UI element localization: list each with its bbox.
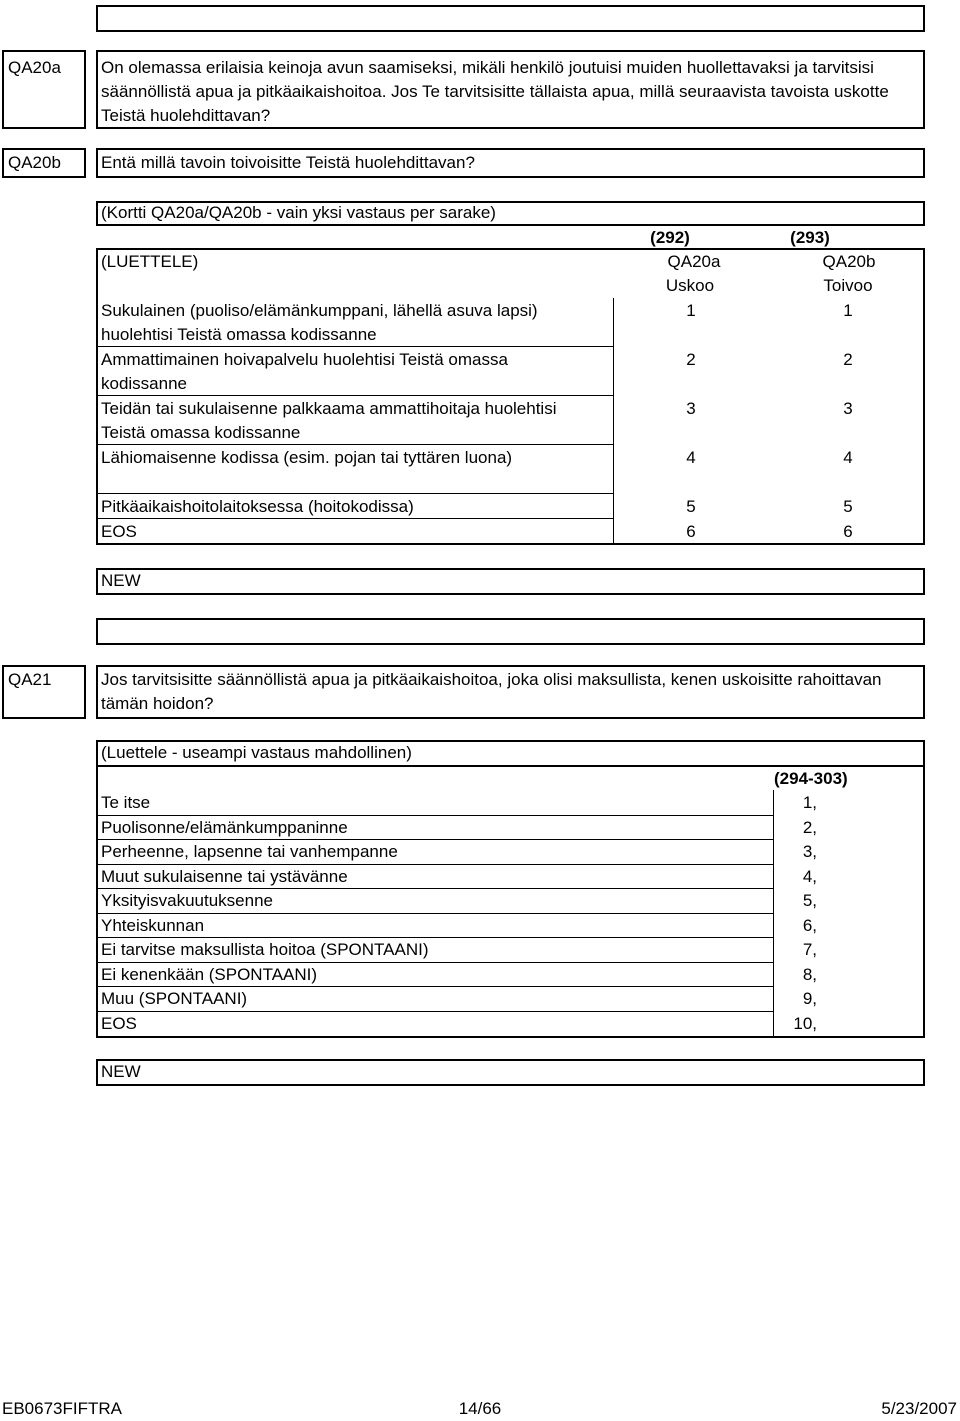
qa20a-question: On olemassa erilaisia keinoja avun saamiseksi, mikäli henkilö joutuisi muiden huollettavaksi ja tarvitsisi säännöllistä apua ja pitkäaikaishoitoa. Jos Te tarvitsisitte tällaista apua, millä seuraavista tavoista uskotte Teistä huolehdittavan? [101,58,889,125]
qa20-row-text: Teidän tai sukulaisenne palkkaama ammattihoitaja huolehtisi Teistä omassa kodissanne [101,399,557,442]
qa21-instruction: (Luettele - useampi vastaus mahdollinen) [101,743,412,762]
qa21-item-text: Ei tarvitse maksullista hoitoa (SPONTAANI) [101,940,429,959]
qa20-table-divider [613,298,614,545]
qa21-new-box [96,1059,925,1086]
qa21-item-text: Muut sukulaisenne tai ystävänne [101,867,348,886]
qa21-item-text: Perheenne, lapsenne tai vanhempanne [101,842,398,861]
qa20-row-b: 6 [843,522,853,541]
qa20-instruction: (Kortti QA20a/QA20b - vain yksi vastaus per sarake) [101,203,496,222]
luettele-label: (LUETTELE) [101,252,199,271]
qa20-row-b: 4 [843,448,853,467]
qa20-row-a: 3 [686,399,696,418]
qa21-question: Jos tarvitsisitte säännöllistä apua ja pitkäaikaishoitoa, joka olisi maksullista, kenen uskoisitte rahoittavan tämän hoidon? [101,670,882,713]
qa20-row-a: 2 [686,350,696,369]
qa21-item-text: Yhteiskunnan [101,916,205,935]
qa20-row-a: 5 [686,497,696,516]
qa20-row-a: 4 [686,448,696,467]
qa21-item-code: 9, [802,989,817,1008]
qa20b-id: QA20b [8,153,61,172]
col-a-label: Uskoo [665,276,715,295]
qa21-item-code: 3, [802,842,817,861]
qa21-item-text: Puolisonne/elämänkumppaninne [101,818,348,837]
qa20-row-text: Ammattimainen hoivapalvelu huolehtisi Teistä omassa kodissanne [101,350,508,393]
qa21-code: (294-303) [774,769,848,788]
footer-date: 5/23/2007 [881,1399,957,1418]
qa21-item-text: Ei kenenkään (SPONTAANI) [101,965,318,984]
qa20-row-text: EOS [101,522,137,541]
footer-page-number: 14/66 [458,1399,502,1418]
qa21-item-text: EOS [101,1014,137,1033]
qa20-new-box [96,568,925,595]
qa20-row-a: 6 [686,522,696,541]
col-a-name: QA20a [667,252,721,271]
qa21-item-code: 1, [802,793,817,812]
qa20-row-b: 3 [843,399,853,418]
qa21-item-text: Yksityisvakuutuksenne [101,891,273,910]
qa20-row-text: Lähiomaisenne kodissa (esim. pojan tai tyttären luona) [101,448,513,467]
qa21-item-text: Muu (SPONTAANI) [101,989,248,1008]
qa21-item-code: 7, [802,940,817,959]
qa20b-question: Entä millä tavoin toivoisitte Teistä huolehdittavan? [101,153,475,172]
col-b-code: (293) [790,228,830,247]
qa20a-id: QA20a [8,58,61,77]
qa21-item-code: 4, [802,867,817,886]
col-a-code: (292) [650,228,690,247]
qa21-id: QA21 [8,670,52,689]
qa21-item-code: 2, [802,818,817,837]
qa21-item-text: Te itse [101,793,151,812]
col-b-label: Toivoo [823,276,873,295]
qa21-item-code: 6, [802,916,817,935]
col-b-name: QA20b [822,252,876,271]
footer-doc-id: EB0673FIFTRA [2,1399,122,1418]
separator-empty-box [96,618,925,645]
qa21-item-code: 10, [793,1014,817,1033]
qa21-item-code: 8, [802,965,817,984]
qa20-row-a: 1 [686,301,696,320]
qa21-item-code: 5, [802,891,817,910]
qa20-row-b: 2 [843,350,853,369]
qa20-row-b: 5 [843,497,853,516]
qa20-new-label: NEW [101,571,141,590]
qa21-new-label: NEW [101,1062,141,1081]
qa20-row-text: Sukulainen (puoliso/elämänkumppani, lähellä asuva lapsi) huolehtisi Teistä omassa kodissanne [101,301,538,344]
qa20-row-text: Pitkäaikaishoitolaitoksessa (hoitokodissa) [101,497,414,516]
header-empty-box [96,5,925,32]
qa20-row-b: 1 [843,301,853,320]
